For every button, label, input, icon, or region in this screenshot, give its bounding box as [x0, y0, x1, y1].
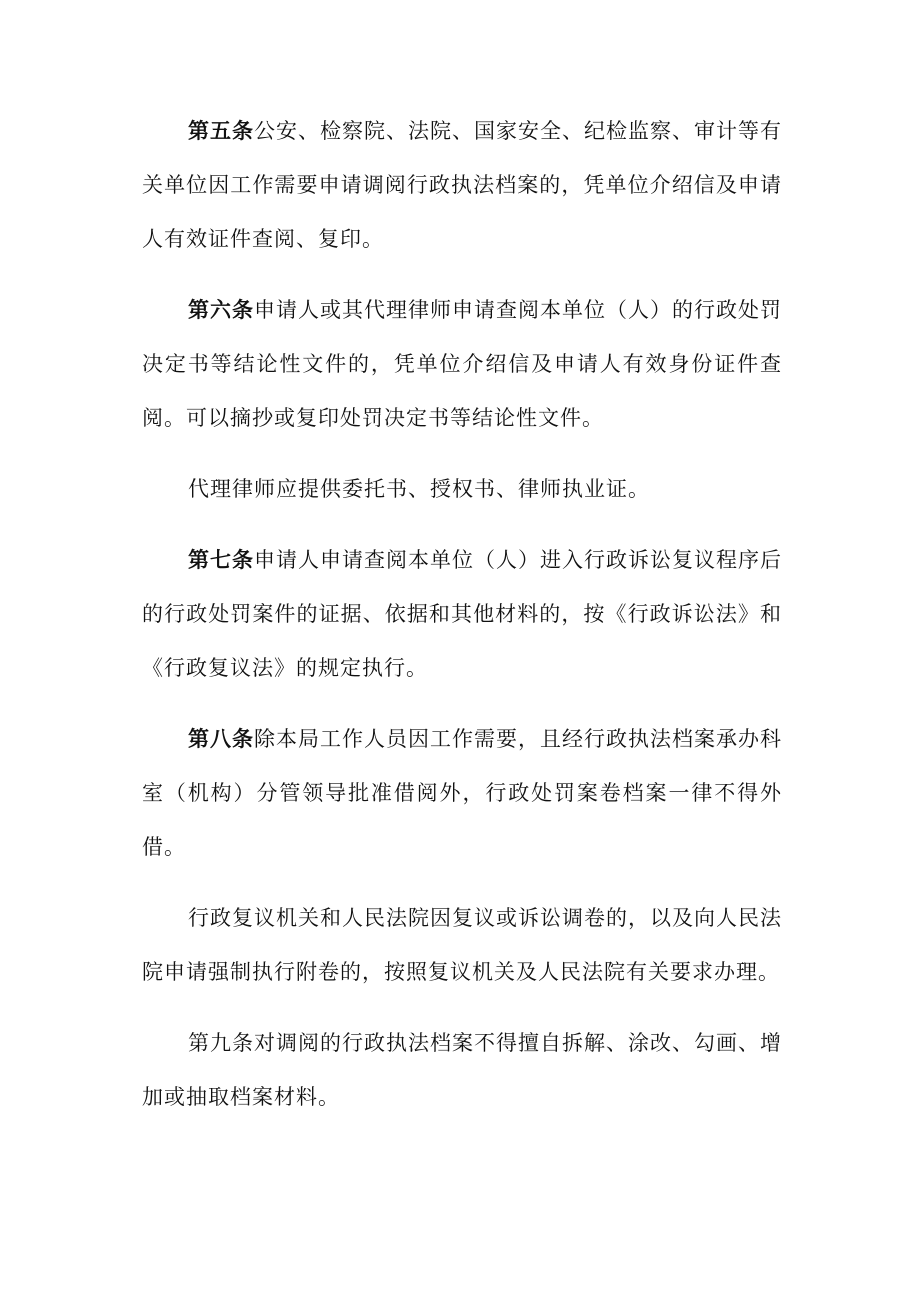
paragraph-text: 申请人或其代理律师申请查阅本单位（人）的行政处罚决定书等结论性文件的，凭单位介绍信及申请人有效身份证件查阅。可以摘抄或复印处罚决定书等结论性文件。 — [142, 298, 782, 430]
article-heading: 第六条 — [188, 298, 254, 322]
document-page — [142, 104, 782, 1141]
paragraph-text: 代理律师应提供委托书、授权书、律师执业证。 — [188, 477, 650, 501]
paragraph-text: 申请人申请查阅本单位（人）进入行政诉讼复议程序后的行政处罚案件的证据、依据和其他材料的，按《行政诉讼法》和《行政复议法》的规定执行。 — [142, 548, 782, 680]
paragraph-text: 行政复议机关和人民法院因复议或诉讼调卷的，以及向人民法院申请强制执行附卷的，按照复议机关及人民法院有关要求办理。 — [142, 906, 782, 984]
article-heading: 第五条 — [188, 119, 254, 143]
paragraph-review-court — [142, 891, 782, 999]
article-heading: 第七条 — [188, 548, 254, 572]
paragraph-article-8 — [142, 712, 782, 874]
paragraph-article-7 — [142, 533, 782, 695]
paragraph-lawyer-requirements — [142, 462, 782, 516]
paragraph-text: 公安、检察院、法院、国家安全、纪检监察、审计等有关单位因工作需要申请调阅行政执法档案的，凭单位介绍信及申请人有效证件查阅、复印。 — [142, 119, 782, 251]
paragraph-article-9 — [142, 1016, 782, 1124]
paragraph-text: 除本局工作人员因工作需要，且经行政执法档案承办科室（机构）分管领导批准借阅外，行政处罚案卷档案一律不得外借。 — [142, 727, 782, 859]
paragraph-article-5 — [142, 104, 782, 266]
paragraph-text: 第九条对调阅的行政执法档案不得擅自拆解、涂改、勾画、增加或抽取档案材料。 — [142, 1031, 782, 1109]
article-heading: 第八条 — [188, 727, 254, 751]
paragraph-article-6 — [142, 283, 782, 445]
